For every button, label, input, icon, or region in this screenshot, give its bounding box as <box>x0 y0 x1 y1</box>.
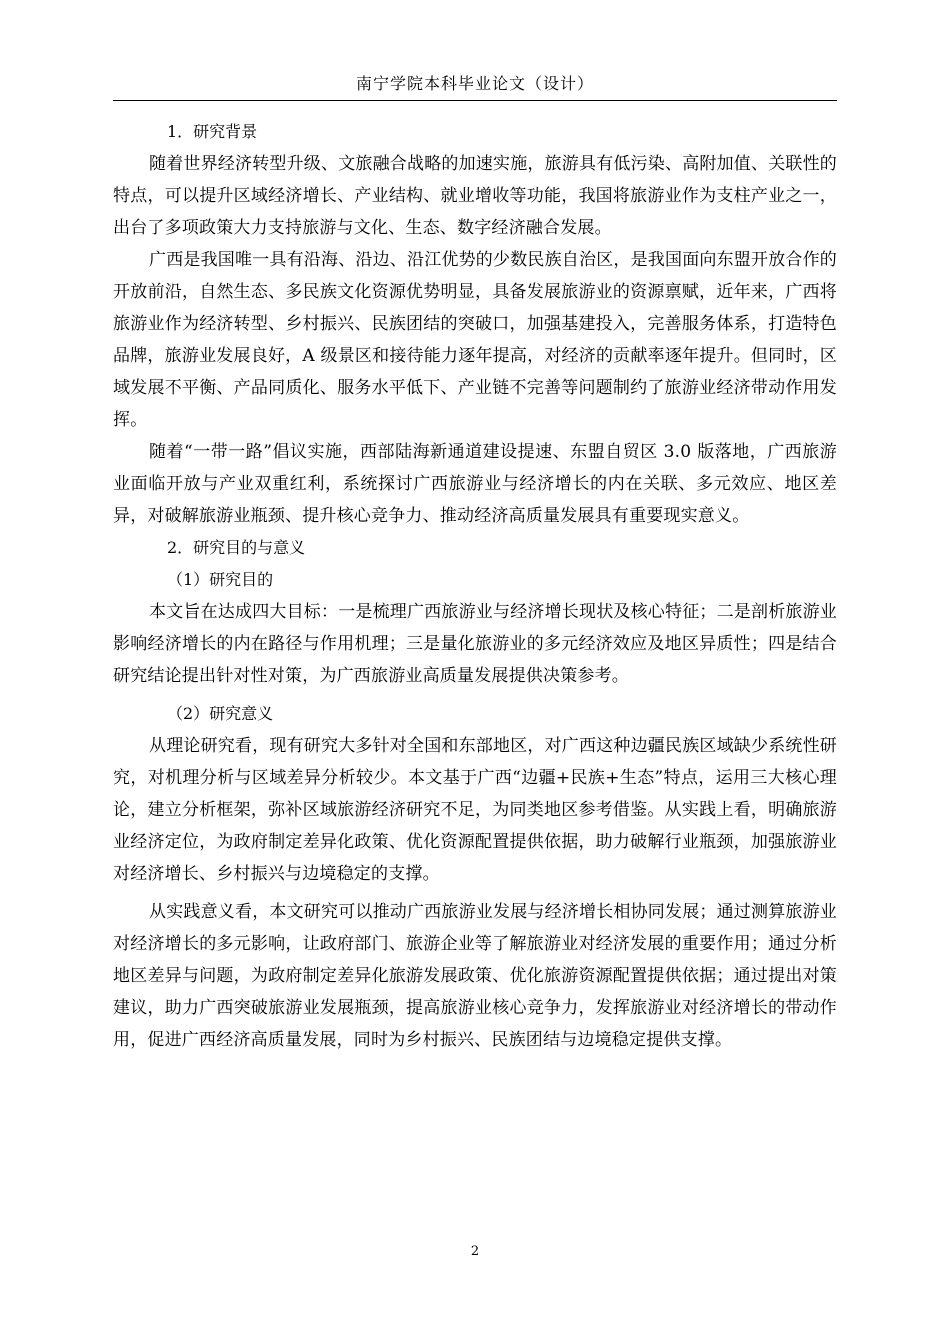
section-heading-purpose-significance: 2．研究目的与意义 <box>167 538 306 557</box>
subsection-heading-significance: （2）研究意义 <box>167 704 274 723</box>
body-text <box>113 116 837 1056</box>
section-heading-background: 1．研究背景 <box>167 122 258 141</box>
paragraph: 从实践意义看，本文研究可以推动广西旅游业发展与经济增长相协同发展；通过测算旅游业对经济增长的多元影响，让政府部门、旅游企业等了解旅游业对经济发展的重要作用；通过分析地区差异与问题，为政府制定差异化旅游发展政策、优化旅游资源配置提供依据；通过提出对策建议，助力广西突破旅游业发展瓶颈，提高旅游业核心竞争力，发挥旅游业对经济增长的带动作用，促进广西经济高质量发展，同时为乡村振兴、民族团结与边境稳定提供支撑。 <box>113 902 837 1050</box>
paragraph: 随着“一带一路”倡议实施，西部陆海新通道建设提速、东盟自贸区 3.0 版落地，广西旅游业面临开放与产业双重红利，系统探讨广西旅游业与经济增长的内在关联、多元效应、地区差异，对破解旅游业瓶颈、提升核心竞争力、推动经济高质量发展具有重要现实意义。 <box>113 442 837 526</box>
header-divider <box>113 100 837 101</box>
page-number: 2 <box>470 1244 480 1259</box>
running-header: 南宁学院本科毕业论文（设计） <box>355 74 594 93</box>
subsection-heading-purpose: （1）研究目的 <box>167 570 274 589</box>
paragraph: 广西是我国唯一具有沿海、沿边、沿江优势的少数民族自治区，是我国面向东盟开放合作的开放前沿，自然生态、多民族文化资源优势明显，具备发展旅游业的资源禀赋，近年来，广西将旅游业作为经济转型、乡村振兴、民族团结的突破口，加强基建投入，完善服务体系，打造特色品牌，旅游业发展良好，A 级景区和接待能力逐年提高，对经济的贡献率逐年提升。但同时，区域发展不平衡、产品同质化、服务水平低下、产业链不完善等问题制约了旅游业经济带动作用发挥。 <box>113 250 837 430</box>
paragraph: 从理论研究看，现有研究大多针对全国和东部地区，对广西这种边疆民族区域缺少系统性研究，对机理分析与区域差异分析较少。本文基于广西“边疆+民族+生态”特点，运用三大核心理论，建立分析框架，弥补区域旅游经济研究不足，为同类地区参考借鉴。从实践上看，明确旅游业经济定位，为政府制定差异化政策、优化资源配置提供依据，助力破解行业瓶颈，加强旅游业对经济增长、乡村振兴与边境稳定的支撑。 <box>113 736 837 884</box>
paragraph: 随着世界经济转型升级、文旅融合战略的加速实施，旅游具有低污染、高附加值、关联性的特点，可以提升区域经济增长、产业结构、就业增收等功能，我国将旅游业作为支柱产业之一，出台了多项政策大力支持旅游与文化、生态、数字经济融合发展。 <box>113 154 837 238</box>
paragraph: 本文旨在达成四大目标：一是梳理广西旅游业与经济增长现状及核心特征；二是剖析旅游业影响经济增长的内在路径与作用机理；三是量化旅游业的多元经济效应及地区异质性；四是结合研究结论提出针对性对策，为广西旅游业高质量发展提供决策参考。 <box>113 602 837 686</box>
